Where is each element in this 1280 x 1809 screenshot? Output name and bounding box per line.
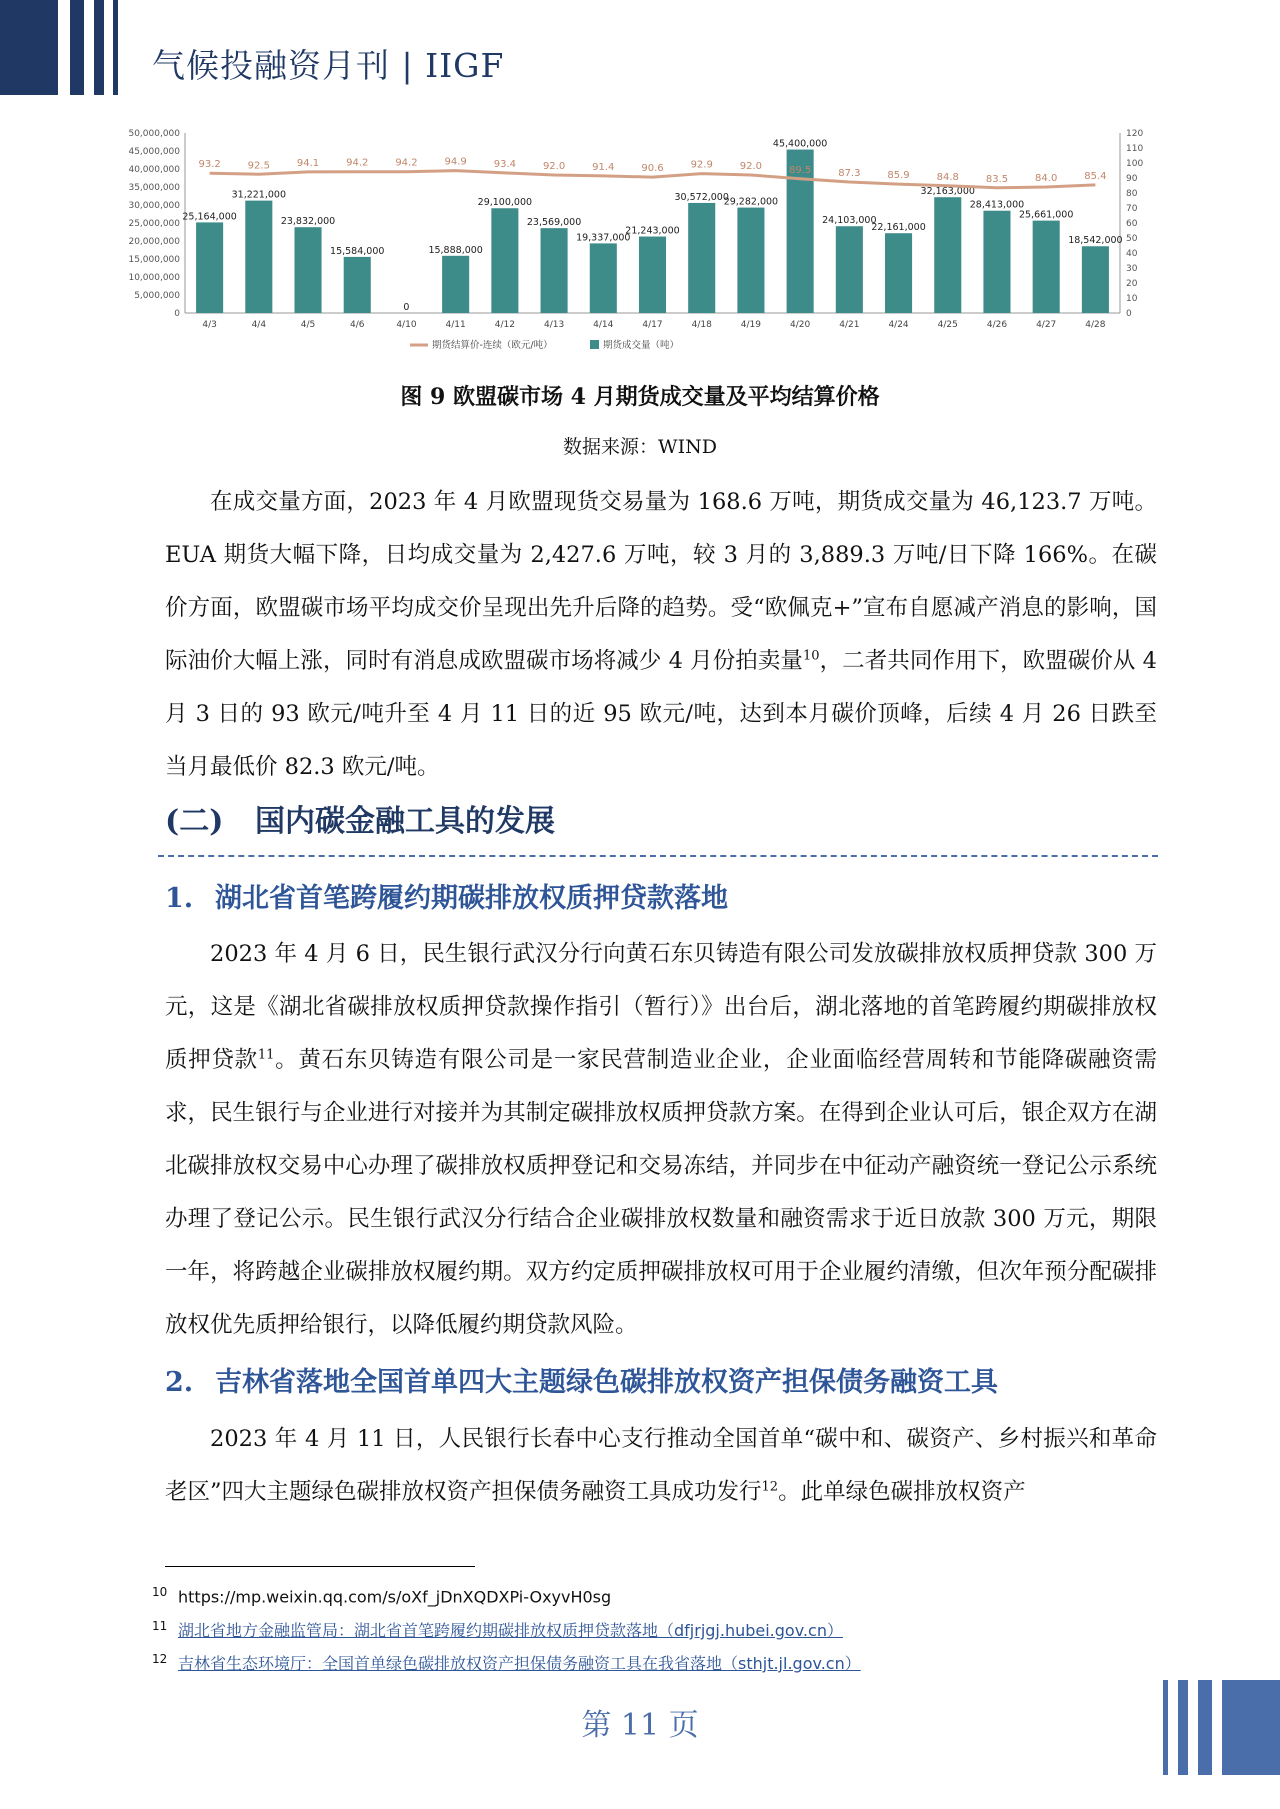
bar-data-label: 29,100,000: [477, 197, 533, 209]
legend-line-label: 期货结算价-连续（欧元/吨）: [432, 340, 553, 351]
left-tick-label: 30,000,000: [128, 201, 180, 211]
footnote-11-link[interactable]: 湖北省地方金融监管局：湖北省首笔跨履约期碳排放权质押贷款落地（dfjrjgj.hubei.gov.cn）: [178, 1621, 843, 1640]
bar-data-label: 24,103,000: [822, 215, 877, 227]
paragraph-3: 2023 年 4 月 11 日，人民银行长春中心支行推动全国首单“碳中和、碳资产、乡村振兴和革命老区”四大主题绿色碳排放权资产担保债务融资工具成功发行$^{12}$。此单绿色碳排放权资产: [165, 1426, 1157, 1505]
x-tick-label: 4/11: [445, 320, 466, 330]
bar: [245, 201, 272, 313]
x-tick-label: 4/25: [937, 320, 958, 330]
subsection-heading-2: 2. 吉林省落地全国首单四大主题绿色碳排放权资产担保债务融资工具: [165, 1367, 998, 1398]
left-tick-label: 45,000,000: [128, 147, 180, 157]
bar: [344, 257, 371, 313]
chart-svg: [110, 120, 1170, 360]
bar: [639, 237, 666, 313]
right-tick-label: 80: [1126, 189, 1138, 199]
x-tick-label: 4/20: [790, 320, 811, 330]
header-title: 气候投融资月刊 | IIGF: [152, 46, 505, 85]
x-tick-label: 4/10: [396, 320, 417, 330]
footnote-10: 10 https://mp.weixin.qq.com/s/oXf_jDnXQDXPi-OxyvH0sg: [152, 1585, 612, 1607]
section-heading-2: (二) 国内碳金融工具的发展: [165, 804, 555, 839]
bar-data-label: 0: [403, 302, 410, 313]
x-tick-label: 4/27: [1036, 320, 1057, 330]
left-tick-label: 15,000,000: [128, 255, 180, 265]
line-data-label: 92.0: [739, 161, 763, 172]
line-data-label: 94.2: [346, 157, 369, 169]
footnote-11: 11 湖北省地方金融监管局：湖北省首笔跨履约期碳排放权质押贷款落地（dfjrjgj.hubei.gov.cn）: [152, 1618, 843, 1640]
line-data-label: 92.9: [690, 159, 713, 171]
bar-data-label: 25,661,000: [1018, 209, 1074, 221]
bar-data-label: 15,584,000: [330, 245, 385, 257]
bar-data-label: 15,888,000: [428, 244, 483, 256]
footnote-ref-11[interactable]: 11: [257, 1047, 275, 1063]
x-tick-label: 4/4: [251, 320, 267, 330]
line-data-label: 92.0: [542, 161, 566, 172]
bar-data-label: 30,572,000: [674, 191, 729, 203]
bar: [491, 208, 518, 313]
line-data-label: 87.3: [838, 168, 861, 180]
bar: [294, 227, 321, 313]
left-tick-label: 50,000,000: [128, 129, 180, 139]
left-tick-label: 5,000,000: [134, 291, 180, 301]
x-tick-label: 4/24: [888, 320, 909, 330]
line-data-label: 93.4: [493, 158, 517, 170]
line-data-label: 91.4: [592, 161, 615, 173]
right-tick-label: 10: [1126, 294, 1138, 304]
right-tick-label: 60: [1126, 219, 1138, 229]
line-data-label: 94.1: [296, 157, 320, 169]
footnote-12-link[interactable]: 吉林省生态环境厅：全国首单绿色碳排放权资产担保债务融资工具在我省落地（sthjt.jl.gov.cn）: [178, 1654, 861, 1673]
left-tick-label: 10,000,000: [128, 273, 180, 283]
footnote-ref-10[interactable]: 10: [802, 648, 820, 664]
bar-data-label: 21,243,000: [625, 225, 680, 237]
bar-data-label: 23,832,000: [280, 216, 336, 228]
bar: [836, 226, 863, 313]
line-data-label: 93.2: [198, 159, 221, 171]
bar-data-label: 22,161,000: [871, 222, 926, 234]
left-tick-label: 0: [174, 309, 180, 319]
bar-data-label: 23,569,000: [526, 217, 582, 229]
bar-data-label: 29,282,000: [723, 196, 779, 208]
footnote-12: 12 吉林省生态环境厅：全国首单绿色碳排放权资产担保债务融资工具在我省落地（sthjt.jl.gov.cn）: [152, 1651, 861, 1673]
subsection-heading-1: 1. 湖北省首笔跨履约期碳排放权质押贷款落地: [165, 883, 728, 914]
left-tick-label: 20,000,000: [128, 237, 180, 247]
bar: [737, 208, 764, 313]
bar: [983, 211, 1010, 313]
right-tick-label: 40: [1126, 249, 1138, 259]
right-tick-label: 90: [1126, 174, 1138, 184]
line-data-label: 84.0: [1035, 173, 1058, 184]
right-tick-label: 110: [1126, 144, 1144, 154]
line-data-label: 84.8: [936, 171, 959, 183]
bar: [934, 197, 961, 313]
line-data-label: 89.5: [788, 164, 812, 176]
right-tick-label: 30: [1126, 264, 1138, 274]
bar: [1033, 221, 1060, 313]
right-tick-label: 20: [1126, 279, 1138, 289]
line-data-label: 85.9: [887, 170, 910, 182]
bar: [590, 243, 617, 313]
left-tick-label: 35,000,000: [128, 183, 180, 193]
right-tick-label: 100: [1126, 159, 1144, 169]
right-tick-label: 120: [1126, 129, 1144, 139]
line-data-label: 83.5: [985, 173, 1009, 185]
line-data-label: 94.2: [395, 157, 418, 169]
left-tick-label: 40,000,000: [128, 165, 180, 175]
legend-bar-label: 期货成交量（吨）: [603, 340, 680, 351]
legend-bar-swatch: [590, 340, 599, 349]
bar-data-label: 19,337,000: [576, 232, 631, 244]
x-tick-label: 4/28: [1085, 320, 1106, 330]
bar-data-label: 31,221,000: [231, 189, 287, 201]
line-data-label: 94.9: [444, 156, 467, 168]
right-tick-label: 0: [1126, 309, 1132, 319]
x-tick-label: 4/18: [691, 320, 712, 330]
paragraph-2: 2023 年 4 月 6 日，民生银行武汉分行向黄石东贝铸造有限公司发放碳排放权质押贷款 300 万元，这是《湖北省碳排放权质押贷款操作指引（暂行）》出台后，湖北落地的首笔跨履约期碳排放权质押贷款$^{11}$。黄石东贝铸造有限公司是一家民营制造业企业，企业面临经营周转和节能降碳融资需求，民生银行与企业进行对接并为其制定碳排放权质押贷款方案。在得到企业认可后，银企双方在湖北碳排放权交易中心办理了碳排放权质押登记和交易冻结，并同步在中征动产融资统一登记公示系统办理了登记公示。民生银行武汉分行结合企业碳排放权数量和融资需求于近日放款 300 万元，期限一年，将跨越企业碳排放权履约期。双方约定质押碳排放权可用于企业履约清缴，但次年预分配碳排放权优先质押给银行，以降低履约期贷款风险。: [165, 941, 1157, 1338]
bar-data-label: 18,542,000: [1068, 235, 1123, 247]
footnote-ref-12[interactable]: 12: [761, 1479, 779, 1495]
line-data-label: 92.5: [247, 160, 270, 172]
x-tick-label: 4/6: [349, 320, 365, 330]
bar-data-label: 25,164,000: [182, 211, 237, 223]
left-tick-label: 25,000,000: [128, 219, 180, 229]
bar: [688, 203, 715, 313]
x-tick-label: 4/19: [740, 320, 762, 330]
section-divider: [158, 855, 1158, 857]
bar-data-label: 45,400,000: [772, 138, 828, 150]
x-tick-label: 4/17: [642, 320, 663, 330]
paragraph-1: 在成交量方面，2023 年 4 月欧盟现货交易量为 168.6 万吨，期货成交量为 46,123.7 万吨。EUA 期货大幅下降，日均成交量为 2,427.6 万吨，较 3 月的 3,889.3 万吨/日下降 166%。在碳价方面，欧盟碳市场平均成交价呈现出先升后降的趋势。受“欧佩克+”宣布自愿减产消息的影响，国际油价大幅上涨，同时有消息成欧盟碳市场将减少 4 月份拍卖量$^{10}$，二者共同作用下，欧盟碳价从 4 月 3 日的 93 欧元/吨升至 4 月 11 日的近 95 欧元/吨，达到本月碳价顶峰，后续 4 月 26 日跌至当月最低价 82.3 欧元/吨。: [165, 489, 1158, 780]
figure-caption: 图 9 欧盟碳市场 4 月期货成交量及平均结算价格: [400, 384, 880, 410]
bar: [885, 233, 912, 313]
footnote-separator: [165, 1566, 475, 1567]
x-tick-label: 4/12: [494, 320, 515, 330]
bar: [1082, 246, 1109, 313]
bar: [442, 256, 469, 313]
line-data-label: 90.6: [641, 163, 664, 175]
x-tick-label: 4/3: [202, 320, 217, 330]
x-tick-label: 4/26: [986, 320, 1008, 330]
bar-data-label: 28,413,000: [969, 199, 1025, 211]
right-tick-label: 50: [1126, 234, 1138, 244]
right-tick-label: 70: [1126, 204, 1138, 214]
page-number: 第 11 页: [581, 1708, 699, 1743]
bar-data-label: 32,163,000: [920, 186, 975, 198]
bar: [196, 222, 223, 313]
x-tick-label: 4/14: [593, 320, 614, 330]
line-data-label: 85.4: [1084, 170, 1107, 182]
x-tick-label: 4/13: [543, 320, 565, 330]
figure-source: 数据来源：WIND: [563, 436, 717, 458]
bar: [541, 228, 568, 313]
chart: [110, 120, 1170, 360]
x-tick-label: 4/5: [300, 320, 316, 330]
x-tick-label: 4/21: [839, 320, 860, 330]
